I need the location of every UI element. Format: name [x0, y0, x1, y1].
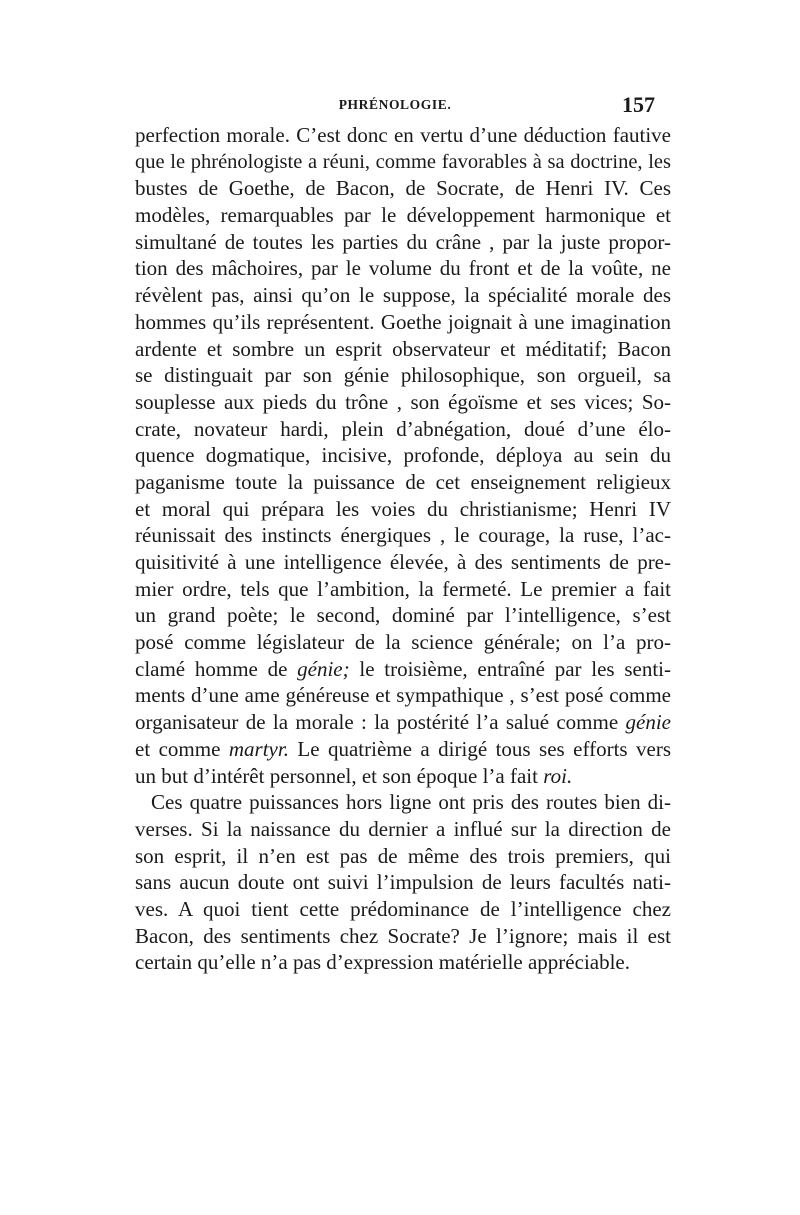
text-line [135, 309, 671, 336]
text-segment: certain qu’elle n’a pas d’expression matérielle appréciable. [135, 950, 631, 975]
text-segment: hommes qu’ils représentent. Goethe joignait à une imagination [135, 309, 671, 334]
text-line [135, 255, 671, 282]
text-line [135, 549, 671, 576]
text-line [135, 522, 671, 549]
text-line [135, 282, 671, 309]
text-line [135, 682, 671, 709]
text-line [135, 629, 671, 656]
text-segment: quence dogmatique, incisive, profonde, déploya au sein du [135, 443, 671, 468]
italic-text: martyr. [228, 736, 289, 761]
italic-text: roi. [543, 763, 573, 788]
italic-text: génie; [297, 656, 350, 681]
text-segment: modèles, remarquables par le développement harmonique et [135, 203, 671, 228]
text-line [135, 949, 671, 976]
text-line [135, 816, 671, 843]
text-segment: clamé homme de [135, 656, 298, 681]
text-line [135, 336, 671, 363]
text-segment: sans aucun doute ont suivi l’impulsion de leurs facultés nati- [135, 870, 671, 895]
text-line [135, 923, 671, 950]
text-segment: souplesse aux pieds du trône , son égoïsme et ses vices; So- [135, 389, 671, 414]
italic-text: génie [625, 710, 671, 735]
text-segment: réunissait des instincts énergiques , le courage, la ruse, l’ac- [135, 523, 671, 548]
text-line [135, 789, 671, 816]
text-line [135, 149, 671, 176]
page-number: 157 [622, 92, 655, 117]
text-segment: et comme [135, 736, 229, 761]
text-line [135, 736, 671, 763]
text-line [135, 469, 671, 496]
text-line [135, 175, 671, 202]
text-segment: ves. A quoi tient cette prédominance de l’intelligence chez [135, 896, 671, 921]
text-segment: Le quatrième a dirigé tous ses efforts vers [288, 736, 672, 761]
text-segment: le troisième, entraîné par les senti- [349, 656, 671, 681]
text-segment: son esprit, il n’en est pas de même des trois premiers, qui [135, 843, 671, 868]
text-segment: ments d’une ame généreuse et sympathique , s’est posé comme [135, 683, 671, 708]
text-line [135, 442, 671, 469]
text-segment: tion des mâchoires, par le volume du front et de la voûte, ne [135, 256, 671, 281]
text-segment: mier ordre, tels que l’ambition, la fermeté. Le premier a fait [135, 576, 671, 601]
text-segment: ardente et sombre un esprit observateur et méditatif; Bacon [135, 336, 671, 361]
text-segment: bustes de Goethe, de Bacon, de Socrate, de Henri IV. Ces [135, 176, 671, 201]
text-segment: posé comme législateur de la science générale; on l’a pro- [135, 630, 671, 655]
text-line [135, 202, 671, 229]
text-segment: se distinguait par son génie philosophique, son orgueil, sa [135, 363, 671, 388]
text-line [135, 389, 671, 416]
text-segment: organisateur de la morale : la postérité l’a salué comme [135, 710, 626, 735]
text-line [135, 229, 671, 256]
text-segment: un but d’intérêt personnel, et son époque l’a fait [135, 763, 544, 788]
text-line [135, 416, 671, 443]
text-segment: un grand poète; le second, dominé par l’intelligence, s’est [135, 603, 671, 628]
text-segment: perfection morale. C’est donc en vertu d’une déduction fautive [135, 123, 671, 147]
text-line [135, 576, 671, 603]
text-line [135, 869, 671, 896]
text-line [135, 656, 671, 683]
text-line [135, 763, 671, 790]
text-line [135, 709, 671, 736]
text-segment: verses. Si la naissance du dernier a influé sur la direction de [135, 816, 671, 841]
text-segment: que le phrénologiste a réuni, comme favorables à sa doctrine, les [135, 150, 671, 173]
body-text [135, 122, 671, 976]
text-segment: et moral qui prépara les voies du christianisme; Henri IV [135, 496, 671, 521]
text-segment: quisitivité à une intelligence élevée, à des sentiments de pre- [135, 550, 671, 574]
running-head [135, 94, 655, 118]
text-line [135, 362, 671, 389]
text-segment: crate, novateur hardi, plein d’abnégation, doué d’une élo- [135, 416, 671, 441]
text-line [135, 496, 671, 523]
text-segment: Ces quatre puissances hors ligne ont pris des routes bien di- [151, 790, 671, 815]
text-line [135, 843, 671, 870]
running-title: PHRÉNOLOGIE. [338, 97, 452, 112]
text-line [135, 122, 671, 149]
text-segment: paganisme toute la puissance de cet enseignement religieux [135, 469, 671, 494]
text-segment: révèlent pas, ainsi qu’on le suppose, la spécialité morale des [135, 283, 671, 308]
text-segment: simultané de toutes les parties du crâne , par la juste propor- [135, 229, 671, 254]
text-line [135, 602, 671, 629]
text-line [135, 896, 671, 923]
text-segment: Bacon, des sentiments chez Socrate? Je l’ignore; mais il est [135, 923, 671, 948]
